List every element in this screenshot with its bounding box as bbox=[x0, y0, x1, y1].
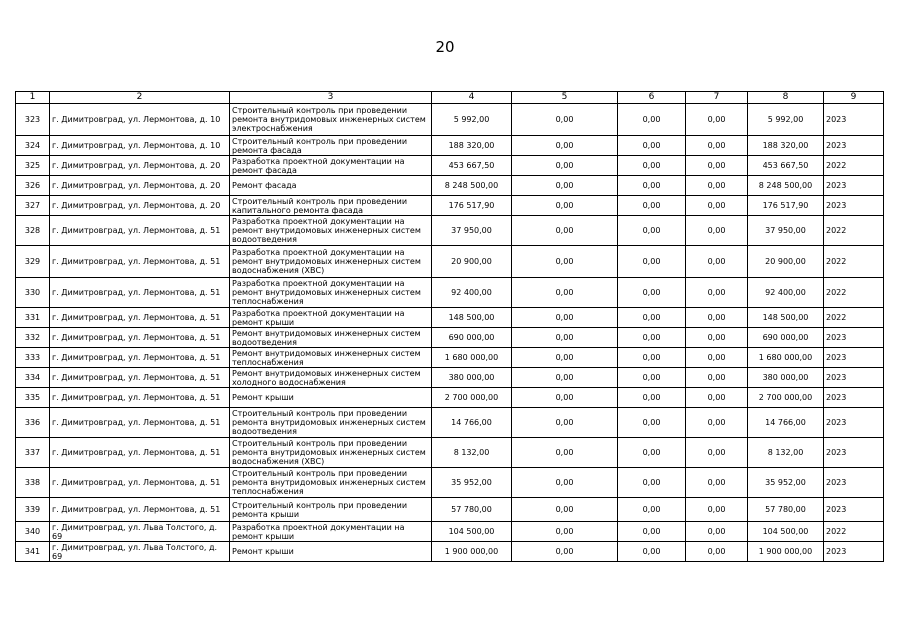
owners-cost-cell: 690 000,00 bbox=[748, 328, 824, 348]
fund-cost-cell: 0,00 bbox=[512, 542, 618, 562]
year-cell: 2023 bbox=[824, 468, 884, 498]
owners-cost-cell: 176 517,90 bbox=[748, 196, 824, 216]
other-cost-cell: 0,00 bbox=[686, 542, 748, 562]
table-row bbox=[16, 368, 884, 388]
fund-cost-cell: 0,00 bbox=[512, 278, 618, 308]
address-cell: г. Димитровград, ул. Лермонтова, д. 51 bbox=[50, 498, 230, 522]
total-cost-cell: 8 248 500,00 bbox=[432, 176, 512, 196]
fund-cost-cell: 0,00 bbox=[512, 498, 618, 522]
budget-cost-cell: 0,00 bbox=[618, 308, 686, 328]
year-cell: 2022 bbox=[824, 278, 884, 308]
address-cell: г. Димитровград, ул. Лермонтова, д. 51 bbox=[50, 308, 230, 328]
total-cost-cell: 37 950,00 bbox=[432, 216, 512, 246]
address-cell: г. Димитровград, ул. Лермонтова, д. 10 bbox=[50, 136, 230, 156]
row-number-cell: 329 bbox=[16, 246, 50, 278]
total-cost-cell: 380 000,00 bbox=[432, 368, 512, 388]
year-cell: 2023 bbox=[824, 196, 884, 216]
other-cost-cell: 0,00 bbox=[686, 408, 748, 438]
owners-cost-cell: 20 900,00 bbox=[748, 246, 824, 278]
row-number-cell: 339 bbox=[16, 498, 50, 522]
other-cost-cell: 0,00 bbox=[686, 136, 748, 156]
fund-cost-cell: 0,00 bbox=[512, 176, 618, 196]
owners-cost-cell: 148 500,00 bbox=[748, 308, 824, 328]
table-row bbox=[16, 176, 884, 196]
total-cost-cell: 8 132,00 bbox=[432, 438, 512, 468]
fund-cost-cell: 0,00 bbox=[512, 468, 618, 498]
address-cell: г. Димитровград, ул. Лермонтова, д. 51 bbox=[50, 368, 230, 388]
budget-cost-cell: 0,00 bbox=[618, 278, 686, 308]
total-cost-cell: 453 667,50 bbox=[432, 156, 512, 176]
address-cell: г. Димитровград, ул. Лермонтова, д. 51 bbox=[50, 278, 230, 308]
table-row bbox=[16, 328, 884, 348]
fund-cost-cell: 0,00 bbox=[512, 216, 618, 246]
fund-cost-cell: 0,00 bbox=[512, 156, 618, 176]
year-cell: 2022 bbox=[824, 216, 884, 246]
budget-cost-cell: 0,00 bbox=[618, 468, 686, 498]
budget-cost-cell: 0,00 bbox=[618, 156, 686, 176]
table-row bbox=[16, 216, 884, 246]
header-cell: 6 bbox=[618, 92, 686, 104]
owners-cost-cell: 35 952,00 bbox=[748, 468, 824, 498]
other-cost-cell: 0,00 bbox=[686, 104, 748, 136]
table-row bbox=[16, 438, 884, 468]
total-cost-cell: 1 900 000,00 bbox=[432, 542, 512, 562]
budget-cost-cell: 0,00 bbox=[618, 388, 686, 408]
address-cell: г. Димитровград, ул. Льва Толстого, д. 69 bbox=[50, 522, 230, 542]
total-cost-cell: 92 400,00 bbox=[432, 278, 512, 308]
fund-cost-cell: 0,00 bbox=[512, 438, 618, 468]
work-type-cell: Разработка проектной документации на ремонт фасада bbox=[230, 156, 432, 176]
header-cell: 5 bbox=[512, 92, 618, 104]
work-type-cell: Строительный контроль при проведении ремонта внутридомовых инженерных систем электроснабжения bbox=[230, 104, 432, 136]
total-cost-cell: 148 500,00 bbox=[432, 308, 512, 328]
table-row bbox=[16, 522, 884, 542]
budget-cost-cell: 0,00 bbox=[618, 246, 686, 278]
fund-cost-cell: 0,00 bbox=[512, 408, 618, 438]
other-cost-cell: 0,00 bbox=[686, 156, 748, 176]
budget-cost-cell: 0,00 bbox=[618, 196, 686, 216]
fund-cost-cell: 0,00 bbox=[512, 388, 618, 408]
page-number: 20 bbox=[435, 38, 455, 56]
total-cost-cell: 14 766,00 bbox=[432, 408, 512, 438]
work-type-cell: Разработка проектной документации на ремонт крыши bbox=[230, 522, 432, 542]
address-cell: г. Димитровград, ул. Лермонтова, д. 51 bbox=[50, 348, 230, 368]
row-number-cell: 337 bbox=[16, 438, 50, 468]
year-cell: 2023 bbox=[824, 408, 884, 438]
fund-cost-cell: 0,00 bbox=[512, 348, 618, 368]
other-cost-cell: 0,00 bbox=[686, 438, 748, 468]
table-row bbox=[16, 388, 884, 408]
budget-cost-cell: 0,00 bbox=[618, 348, 686, 368]
year-cell: 2022 bbox=[824, 246, 884, 278]
year-cell: 2023 bbox=[824, 542, 884, 562]
year-cell: 2023 bbox=[824, 438, 884, 468]
year-cell: 2023 bbox=[824, 176, 884, 196]
year-cell: 2023 bbox=[824, 104, 884, 136]
row-number-cell: 324 bbox=[16, 136, 50, 156]
row-number-cell: 335 bbox=[16, 388, 50, 408]
table-row bbox=[16, 278, 884, 308]
year-cell: 2023 bbox=[824, 498, 884, 522]
row-number-cell: 328 bbox=[16, 216, 50, 246]
budget-cost-cell: 0,00 bbox=[618, 542, 686, 562]
fund-cost-cell: 0,00 bbox=[512, 246, 618, 278]
row-number-cell: 331 bbox=[16, 308, 50, 328]
total-cost-cell: 104 500,00 bbox=[432, 522, 512, 542]
address-cell: г. Димитровград, ул. Лермонтова, д. 51 bbox=[50, 246, 230, 278]
fund-cost-cell: 0,00 bbox=[512, 308, 618, 328]
fund-cost-cell: 0,00 bbox=[512, 104, 618, 136]
row-number-cell: 341 bbox=[16, 542, 50, 562]
row-number-cell: 334 bbox=[16, 368, 50, 388]
table-row bbox=[16, 468, 884, 498]
other-cost-cell: 0,00 bbox=[686, 196, 748, 216]
table-row bbox=[16, 348, 884, 368]
owners-cost-cell: 8 132,00 bbox=[748, 438, 824, 468]
header-cell: 9 bbox=[824, 92, 884, 104]
work-type-cell: Ремонт фасада bbox=[230, 176, 432, 196]
table-row bbox=[16, 246, 884, 278]
owners-cost-cell: 2 700 000,00 bbox=[748, 388, 824, 408]
work-type-cell: Разработка проектной документации на ремонт внутридомовых инженерных систем водоотведения bbox=[230, 216, 432, 246]
total-cost-cell: 176 517,90 bbox=[432, 196, 512, 216]
address-cell: г. Димитровград, ул. Лермонтова, д. 51 bbox=[50, 408, 230, 438]
work-type-cell: Ремонт крыши bbox=[230, 388, 432, 408]
table-header-row bbox=[16, 92, 884, 104]
total-cost-cell: 1 680 000,00 bbox=[432, 348, 512, 368]
row-number-cell: 332 bbox=[16, 328, 50, 348]
address-cell: г. Димитровград, ул. Лермонтова, д. 51 bbox=[50, 328, 230, 348]
other-cost-cell: 0,00 bbox=[686, 498, 748, 522]
owners-cost-cell: 37 950,00 bbox=[748, 216, 824, 246]
fund-cost-cell: 0,00 bbox=[512, 328, 618, 348]
budget-cost-cell: 0,00 bbox=[618, 408, 686, 438]
budget-cost-cell: 0,00 bbox=[618, 522, 686, 542]
other-cost-cell: 0,00 bbox=[686, 216, 748, 246]
address-cell: г. Димитровград, ул. Лермонтова, д. 51 bbox=[50, 468, 230, 498]
total-cost-cell: 35 952,00 bbox=[432, 468, 512, 498]
owners-cost-cell: 92 400,00 bbox=[748, 278, 824, 308]
other-cost-cell: 0,00 bbox=[686, 246, 748, 278]
total-cost-cell: 5 992,00 bbox=[432, 104, 512, 136]
owners-cost-cell: 188 320,00 bbox=[748, 136, 824, 156]
row-number-cell: 336 bbox=[16, 408, 50, 438]
other-cost-cell: 0,00 bbox=[686, 368, 748, 388]
address-cell: г. Димитровград, ул. Лермонтова, д. 20 bbox=[50, 196, 230, 216]
work-type-cell: Строительный контроль при проведении капитального ремонта фасада bbox=[230, 196, 432, 216]
total-cost-cell: 690 000,00 bbox=[432, 328, 512, 348]
row-number-cell: 338 bbox=[16, 468, 50, 498]
total-cost-cell: 188 320,00 bbox=[432, 136, 512, 156]
total-cost-cell: 57 780,00 bbox=[432, 498, 512, 522]
budget-cost-cell: 0,00 bbox=[618, 216, 686, 246]
year-cell: 2023 bbox=[824, 348, 884, 368]
table-row bbox=[16, 104, 884, 136]
address-cell: г. Димитровград, ул. Лермонтова, д. 51 bbox=[50, 388, 230, 408]
year-cell: 2023 bbox=[824, 368, 884, 388]
budget-cost-cell: 0,00 bbox=[618, 136, 686, 156]
year-cell: 2023 bbox=[824, 328, 884, 348]
header-cell: 3 bbox=[230, 92, 432, 104]
budget-cost-cell: 0,00 bbox=[618, 328, 686, 348]
year-cell: 2022 bbox=[824, 522, 884, 542]
header-cell: 7 bbox=[686, 92, 748, 104]
header-cell: 2 bbox=[50, 92, 230, 104]
address-cell: г. Димитровград, ул. Лермонтова, д. 51 bbox=[50, 216, 230, 246]
other-cost-cell: 0,00 bbox=[686, 308, 748, 328]
work-type-cell: Ремонт внутридомовых инженерных систем теплоснабжения bbox=[230, 348, 432, 368]
year-cell: 2022 bbox=[824, 308, 884, 328]
owners-cost-cell: 57 780,00 bbox=[748, 498, 824, 522]
work-type-cell: Разработка проектной документации на ремонт крыши bbox=[230, 308, 432, 328]
year-cell: 2023 bbox=[824, 388, 884, 408]
row-number-cell: 325 bbox=[16, 156, 50, 176]
work-type-cell: Ремонт внутридомовых инженерных систем водоотведения bbox=[230, 328, 432, 348]
budget-cost-cell: 0,00 bbox=[618, 368, 686, 388]
owners-cost-cell: 453 667,50 bbox=[748, 156, 824, 176]
work-type-cell: Строительный контроль при проведении ремонта внутридомовых инженерных систем водоотведения bbox=[230, 408, 432, 438]
work-type-cell: Строительный контроль при проведении ремонта крыши bbox=[230, 498, 432, 522]
total-cost-cell: 20 900,00 bbox=[432, 246, 512, 278]
row-number-cell: 326 bbox=[16, 176, 50, 196]
year-cell: 2023 bbox=[824, 136, 884, 156]
total-cost-cell: 2 700 000,00 bbox=[432, 388, 512, 408]
address-cell: г. Димитровград, ул. Льва Толстого, д. 69 bbox=[50, 542, 230, 562]
other-cost-cell: 0,00 bbox=[686, 468, 748, 498]
work-type-cell: Разработка проектной документации на ремонт внутридомовых инженерных систем теплоснабжения bbox=[230, 278, 432, 308]
address-cell: г. Димитровград, ул. Лермонтова, д. 20 bbox=[50, 176, 230, 196]
table-row bbox=[16, 136, 884, 156]
other-cost-cell: 0,00 bbox=[686, 176, 748, 196]
table-row bbox=[16, 542, 884, 562]
owners-cost-cell: 14 766,00 bbox=[748, 408, 824, 438]
table-row bbox=[16, 498, 884, 522]
work-type-cell: Разработка проектной документации на ремонт внутридомовых инженерных систем водоснабжения (ХВС) bbox=[230, 246, 432, 278]
owners-cost-cell: 1 900 000,00 bbox=[748, 542, 824, 562]
owners-cost-cell: 1 680 000,00 bbox=[748, 348, 824, 368]
address-cell: г. Димитровград, ул. Лермонтова, д. 10 bbox=[50, 104, 230, 136]
work-type-cell: Ремонт крыши bbox=[230, 542, 432, 562]
table-row bbox=[16, 408, 884, 438]
header-cell: 1 bbox=[16, 92, 50, 104]
works-table bbox=[15, 91, 884, 562]
budget-cost-cell: 0,00 bbox=[618, 498, 686, 522]
owners-cost-cell: 380 000,00 bbox=[748, 368, 824, 388]
budget-cost-cell: 0,00 bbox=[618, 104, 686, 136]
owners-cost-cell: 104 500,00 bbox=[748, 522, 824, 542]
work-type-cell: Строительный контроль при проведении ремонта внутридомовых инженерных систем водоснабжения (ХВС) bbox=[230, 438, 432, 468]
work-type-cell: Ремонт внутридомовых инженерных систем холодного водоснабжения bbox=[230, 368, 432, 388]
other-cost-cell: 0,00 bbox=[686, 278, 748, 308]
address-cell: г. Димитровград, ул. Лермонтова, д. 20 bbox=[50, 156, 230, 176]
other-cost-cell: 0,00 bbox=[686, 522, 748, 542]
budget-cost-cell: 0,00 bbox=[618, 176, 686, 196]
address-cell: г. Димитровград, ул. Лермонтова, д. 51 bbox=[50, 438, 230, 468]
owners-cost-cell: 5 992,00 bbox=[748, 104, 824, 136]
other-cost-cell: 0,00 bbox=[686, 388, 748, 408]
fund-cost-cell: 0,00 bbox=[512, 196, 618, 216]
row-number-cell: 323 bbox=[16, 104, 50, 136]
other-cost-cell: 0,00 bbox=[686, 328, 748, 348]
budget-cost-cell: 0,00 bbox=[618, 438, 686, 468]
fund-cost-cell: 0,00 bbox=[512, 136, 618, 156]
row-number-cell: 330 bbox=[16, 278, 50, 308]
table-row bbox=[16, 308, 884, 328]
work-type-cell: Строительный контроль при проведении ремонта внутридомовых инженерных систем теплоснабжения bbox=[230, 468, 432, 498]
row-number-cell: 333 bbox=[16, 348, 50, 368]
year-cell: 2022 bbox=[824, 156, 884, 176]
work-type-cell: Строительный контроль при проведении ремонта фасада bbox=[230, 136, 432, 156]
row-number-cell: 327 bbox=[16, 196, 50, 216]
table-row bbox=[16, 156, 884, 176]
header-cell: 4 bbox=[432, 92, 512, 104]
owners-cost-cell: 8 248 500,00 bbox=[748, 176, 824, 196]
fund-cost-cell: 0,00 bbox=[512, 522, 618, 542]
header-cell: 8 bbox=[748, 92, 824, 104]
row-number-cell: 340 bbox=[16, 522, 50, 542]
fund-cost-cell: 0,00 bbox=[512, 368, 618, 388]
other-cost-cell: 0,00 bbox=[686, 348, 748, 368]
table-row bbox=[16, 196, 884, 216]
